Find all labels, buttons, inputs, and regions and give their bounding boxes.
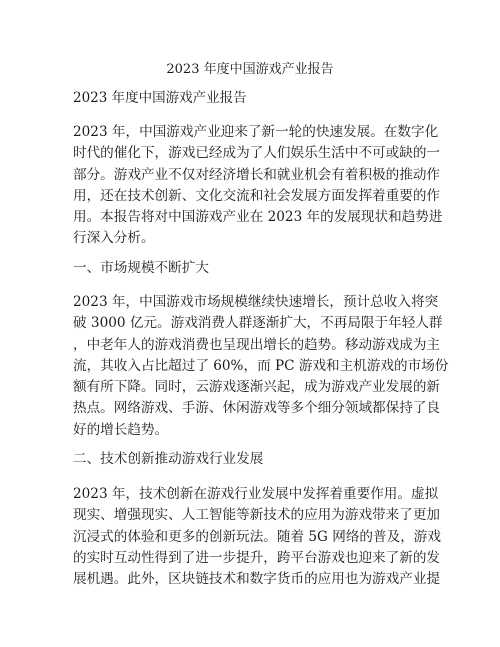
document-title: 2023 年度中国游戏产业报告 [166,62,334,77]
section-heading-market: 一、市场规模不断扩大 [73,260,209,276]
paragraph-line: 好的增长趋势。 [73,421,169,438]
paragraph-line: 破 3000 亿元。游戏消费人群逐渐扩大，不再局限于年轻人群 [73,315,443,332]
paragraph-line: 展机遇。此外，区块链技术和数字货币的应用也为游戏产业提 [73,571,441,588]
paragraph-line: 热点。网络游戏、手游、休闲游戏等多个细分领域都保持了良 [73,400,441,417]
paragraph-line: 2023 年，中国游戏市场规模继续快速增长，预计总收入将突 [73,294,439,310]
market-paragraph [73,292,449,441]
paragraph-line: 2023 年，技术创新在游戏行业发展中发挥着重要作用。虚拟 [73,486,439,502]
document-subtitle: 2023 年度中国游戏产业报告 [73,90,247,106]
paragraph-line: 用，还在技术创新、文化交流和社会发展方面发挥着重要的作 [73,187,441,204]
section-heading-technology: 二、技术创新推动游戏行业发展 [73,451,264,467]
technology-paragraph [73,484,441,590]
intro-paragraph [73,122,443,250]
paragraph-line: 额有所下降。同时，云游戏逐渐兴起，成为游戏产业发展的新 [73,379,441,396]
paragraph-line: 流，其收入占比超过了 60%，而 PC 游戏和主机游戏的市场份 [73,357,449,374]
paragraph-line: 沉浸式的体验和更多的创新玩法。随着 5G 网络的普及，游戏 [73,528,441,545]
paragraph-line: 用。本报告将对中国游戏产业在 2023 年的发展现状和趋势进 [73,209,443,226]
paragraph-line: 2023 年，中国游戏产业迎来了新一轮的快速发展。在数字化 [73,124,439,140]
paragraph-line: 行深入分析。 [73,230,155,247]
paragraph-line: 现实、增强现实、人工智能等新技术的应用为游戏带来了更加 [73,507,441,524]
paragraph-line: ，中老年人的游戏消费也呈现出增长的趋势。移动游戏成为主 [73,336,441,353]
paragraph-line: 部分。游戏产业不仅对经济增长和就业机会有着积极的推动作 [73,166,441,183]
paragraph-line: 时代的催化下，游戏已经成为了人们娱乐生活中不可或缺的一 [73,145,441,162]
paragraph-line: 的实时互动性得到了进一步提升，跨平台游戏也迎来了新的发 [73,549,441,566]
